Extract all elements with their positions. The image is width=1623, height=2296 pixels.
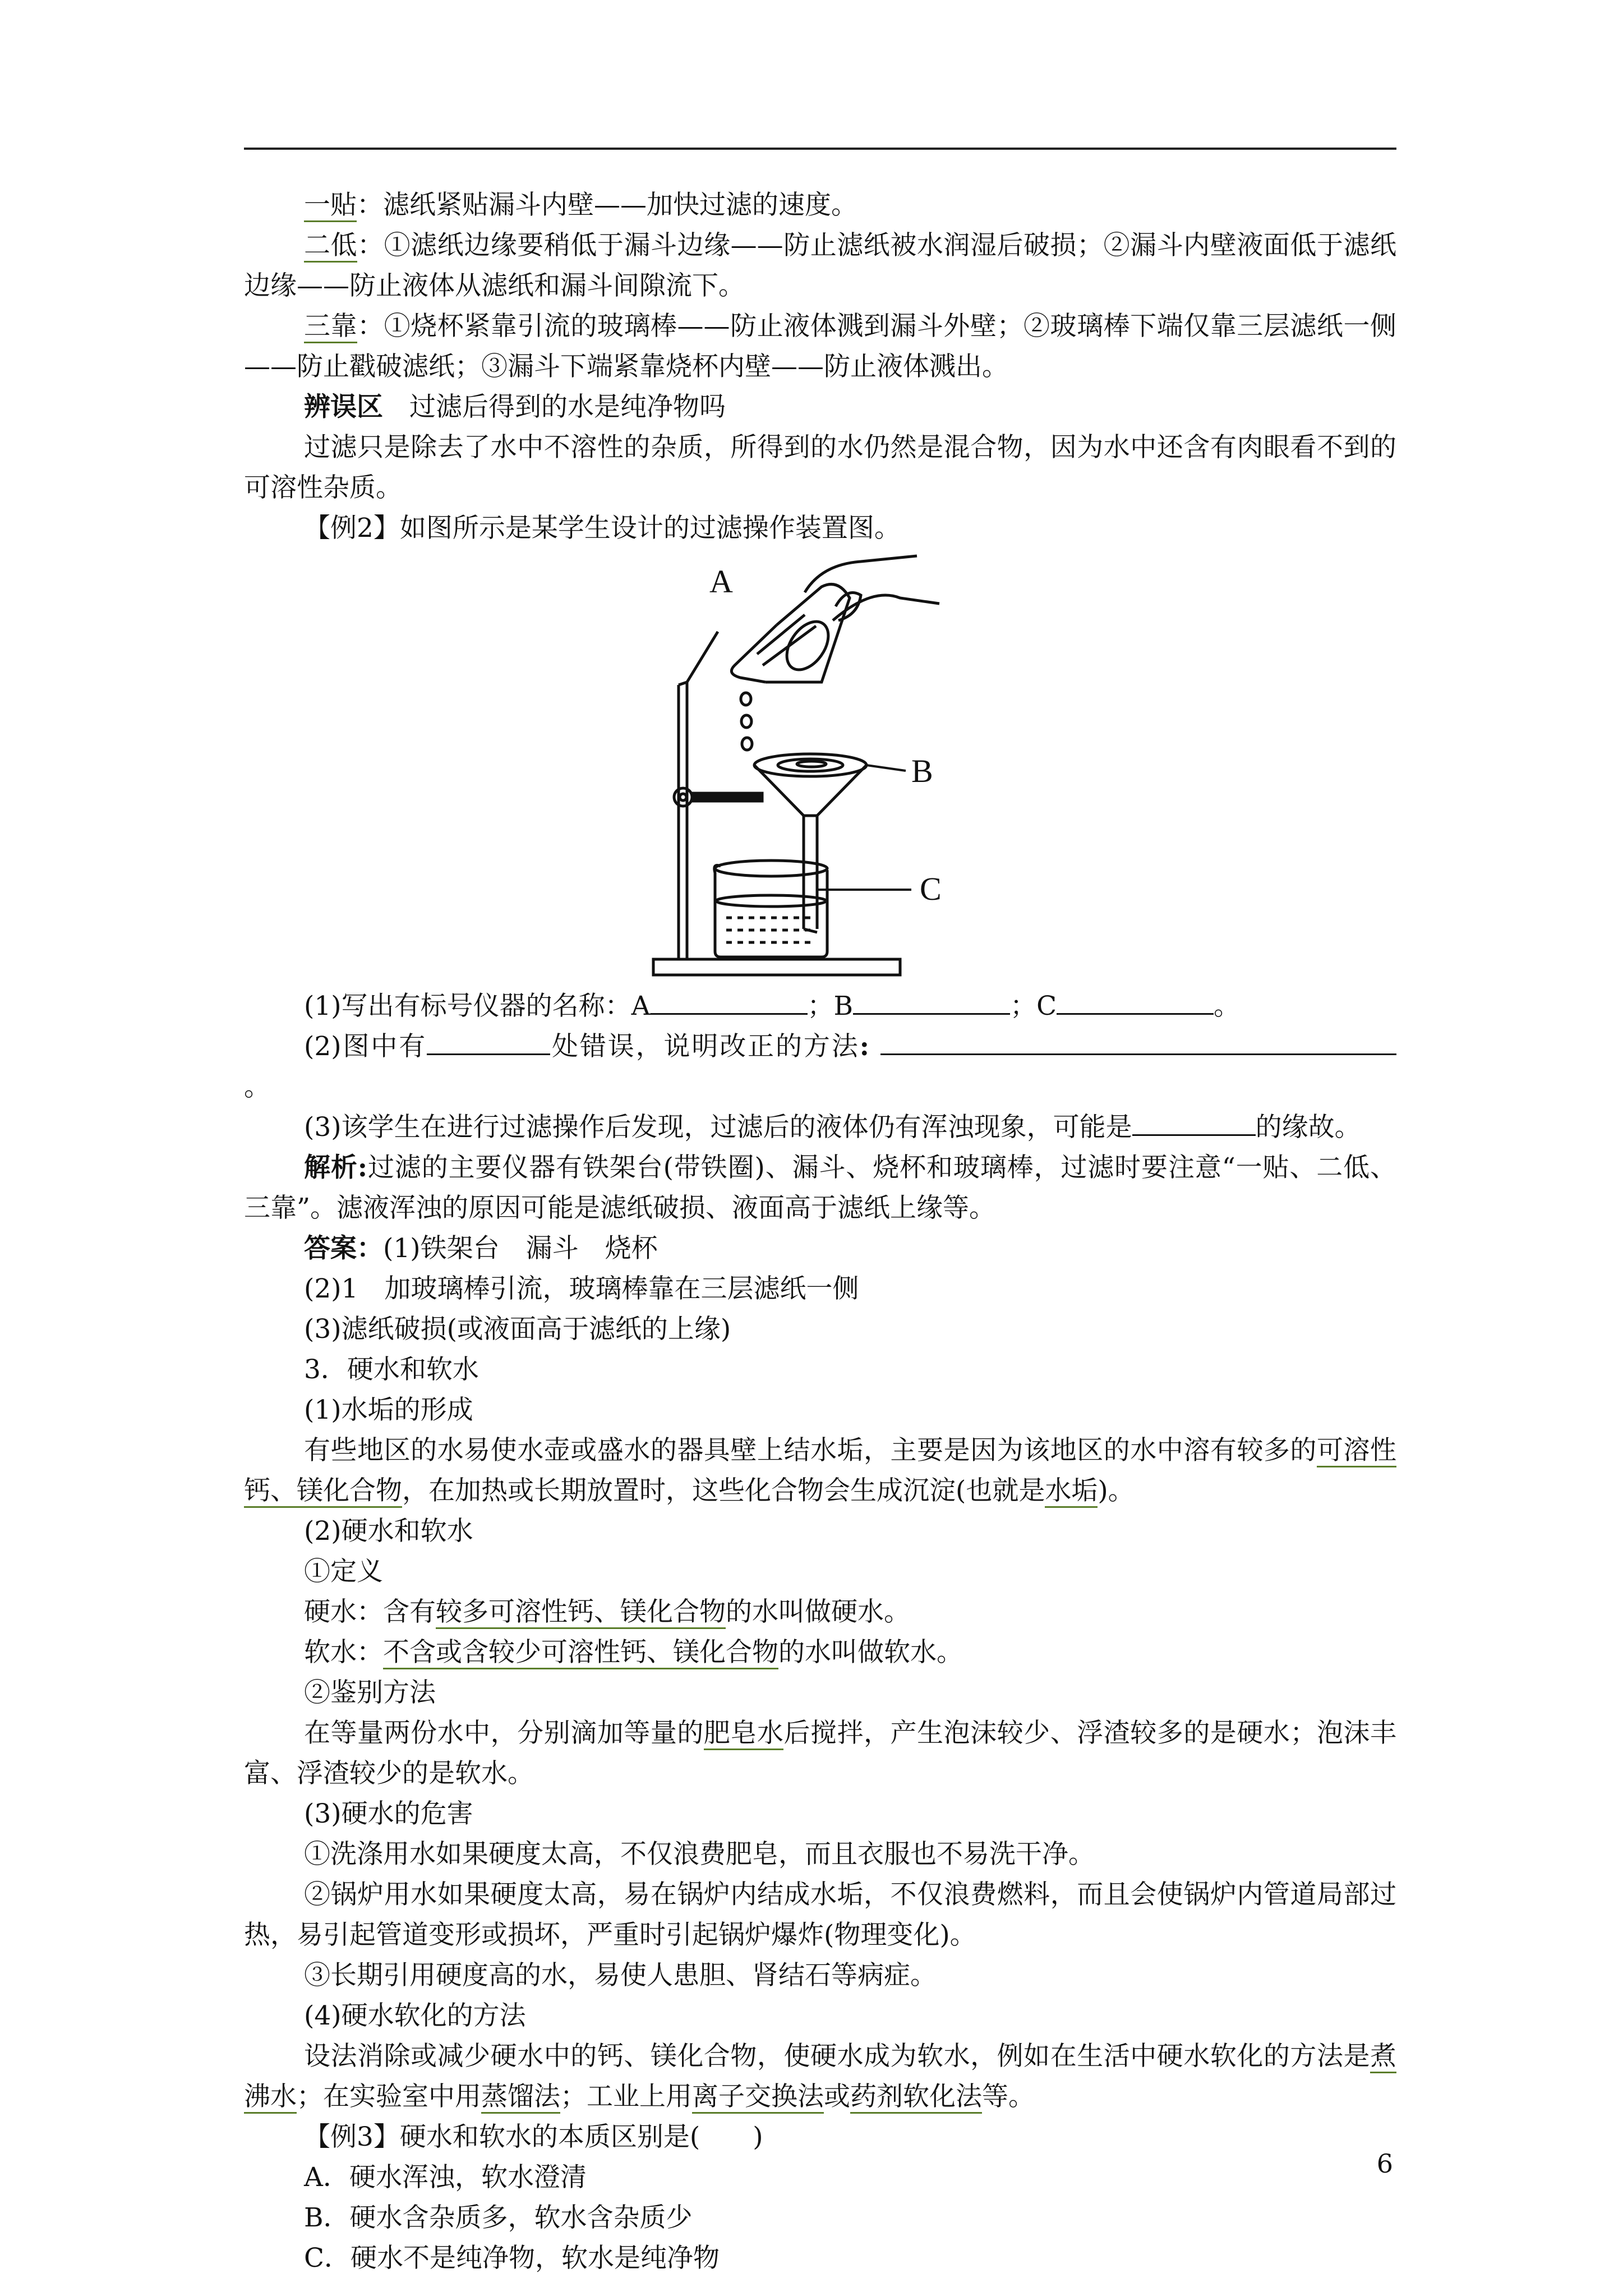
section-3-4: (4)硬水软化的方法: [304, 2000, 526, 2031]
misconception-heading: 辨误区 过滤后得到的水是纯净物吗: [304, 392, 726, 422]
definition-heading: ①定义: [304, 1556, 383, 1587]
analysis: 解析:过滤的主要仪器有铁架台(带铁圈)、漏斗、烧杯和玻璃棒，过滤时要注意“一贴、二低、三靠”。滤液浑浊的原因可能是滤纸破损、液面高于滤纸上缘等。: [244, 1152, 1397, 1223]
question-3: (3)该学生在进行过滤操作后发现，过滤后的液体仍有浑浊现象，可能是 的缘故。: [244, 1107, 1396, 1148]
blank-correction[interactable]: [880, 1029, 1396, 1055]
answer-1: 答案：(1)铁架台 漏斗 烧杯: [304, 1233, 658, 1264]
misconception-text: 过滤只是除去了水中不溶性的杂质，所得到的水仍然是混合物，因为水中还含有肉眼看不到的可溶性杂质。: [244, 432, 1396, 503]
blank-B[interactable]: [853, 988, 1010, 1015]
example-3: 【例3】硬水和软水的本质区别是( ): [304, 2122, 763, 2152]
page-number: 6: [1376, 2148, 1393, 2179]
rule-yitie: 一贴：滤纸紧贴漏斗内壁——加快过滤的速度。: [244, 185, 1396, 226]
blank-error-count[interactable]: [427, 1029, 550, 1055]
option-b[interactable]: B．硬水含杂质多，软水含杂质少: [304, 2202, 693, 2233]
ring-clamp: [692, 793, 762, 801]
option-c[interactable]: C．硬水不是纯净物，软水是纯净物: [304, 2243, 720, 2274]
answer-2: (2)1 加玻璃棒引流，玻璃棒靠在三层滤纸一侧: [304, 1273, 859, 1304]
soft-water-definition: 软水：不含或含较少可溶性钙、镁化合物的水叫做软水。: [244, 1632, 1396, 1673]
option-a[interactable]: A．硬水浑浊，软水澄清: [304, 2162, 587, 2193]
identification-text: 在等量两份水中，分别滴加等量的肥皂水后搅拌，产生泡沫较少、浮渣较多的是硬水；泡沫丰富、浮渣较少的是软水。: [244, 1718, 1397, 1789]
header-rule: [244, 148, 1396, 150]
pouring-beaker: [731, 625, 777, 682]
harm-1: ①洗涤用水如果硬度太高，不仅浪费肥皂，而且衣服也不易洗干净。: [304, 1839, 1095, 1870]
blank-A[interactable]: [651, 988, 808, 1015]
label-A: A: [709, 563, 733, 600]
section-3-title: 3．硬水和软水: [304, 1354, 479, 1385]
softening-text: 设法消除或减少硬水中的钙、镁化合物，使硬水成为软水，例如在生活中硬水软化的方法是煮沸水；在实验室中用蒸馏法；工业上用离子交换法或药剂软化法等。: [244, 2036, 1396, 2117]
answer-3: (3)滤纸破损(或液面高于滤纸的上缘): [304, 1314, 731, 1345]
label-B: B: [911, 753, 933, 789]
scale-formation-text: 有些地区的水易使水壶或盛水的器具壁上结水垢，主要是因为该地区的水中溶有较多的可溶性钙、镁化合物，在加热或长期放置时，这些化合物会生成沉淀(也就是水垢)。: [244, 1430, 1396, 1511]
blank-reason[interactable]: [1132, 1110, 1256, 1136]
section-3-2: (2)硬水和软水: [304, 1516, 473, 1547]
harm-3: ③长期引用硬度高的水，易使人患胆、肾结石等病症。: [304, 1960, 937, 1991]
hard-water-definition: 硬水：含有较多可溶性钙、镁化合物的水叫做硬水。: [244, 1592, 1396, 1632]
example-2: 【例2】如图所示是某学生设计的过滤操作装置图。: [304, 513, 901, 544]
label-C: C: [920, 871, 942, 907]
harm-2: ②锅炉用水如果硬度太高，易在锅炉内结成水垢，不仅浪费燃料，而且会使锅炉内管道局部过热，易引起管道变形或损坏，严重时引起锅炉爆炸(物理变化)。: [244, 1879, 1396, 1950]
rule-erdi: 二低：①滤纸边缘要稍低于漏斗边缘——防止滤纸被水润湿后破损；②漏斗内壁液面低于滤纸边缘——防止液体从滤纸和漏斗间隙流下。: [244, 230, 1396, 301]
section-3-1: (1)水垢的形成: [304, 1395, 473, 1425]
blank-C[interactable]: [1057, 988, 1214, 1015]
identification-heading: ②鉴别方法: [304, 1677, 436, 1708]
question-1: (1)写出有标号仪器的名称：A ；B ；C 。: [244, 986, 1396, 1027]
stand-base: [653, 959, 900, 975]
rule-sankao: 三靠：①烧杯紧靠引流的玻璃棒——防止液体溅到漏斗外壁；②玻璃棒下端仅靠三层滤纸一侧——防止戳破滤纸；③漏斗下端紧靠烧杯内壁——防止液体溅出。: [244, 311, 1396, 382]
question-2: (2)图中有 处错误，说明改正的方法:。: [244, 1027, 1396, 1107]
section-3-3: (3)硬水的危害: [304, 1798, 473, 1829]
page-content: [244, 185, 1396, 2279]
filtration-diagram: [637, 553, 1007, 985]
filtration-apparatus-figure: [244, 549, 1396, 986]
